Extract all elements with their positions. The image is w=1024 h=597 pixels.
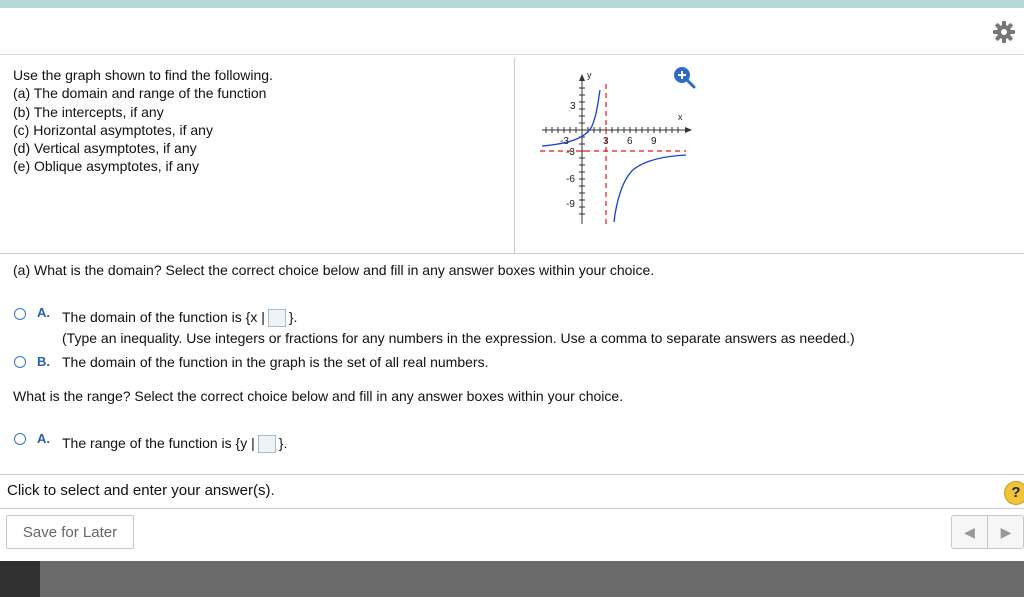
vertical-divider xyxy=(514,58,515,253)
domain-choice-a-radio[interactable] xyxy=(14,308,26,320)
help-button[interactable]: ? xyxy=(1004,481,1024,505)
x-axis-arrow xyxy=(685,127,692,133)
x-tick-label: -3 xyxy=(560,136,569,147)
range-choice-a-radio[interactable] xyxy=(14,433,26,445)
status-text: Click to select and enter your answer(s). xyxy=(7,482,275,499)
previous-question-button[interactable]: ◀ xyxy=(952,516,988,548)
curve-right-branch xyxy=(614,155,686,222)
y-tick-label: 3 xyxy=(570,101,576,112)
range-choice-a-close: }. xyxy=(278,435,288,451)
section-divider xyxy=(0,253,1024,254)
background-dark-tab xyxy=(0,561,40,597)
header-bar xyxy=(0,8,1024,55)
prompt-line: (c) Horizontal asymptotes, if any xyxy=(13,121,213,138)
domain-question: (a) What is the domain? Select the correct choice below and fill in any answer boxes within your choice. xyxy=(13,262,655,278)
curve-left-branch xyxy=(542,90,600,146)
domain-choice-b-text: The domain of the function in the graph is the set of all real numbers. xyxy=(62,354,489,370)
question-nav xyxy=(951,515,1024,549)
status-divider xyxy=(0,474,1024,475)
domain-choice-a-close: }. xyxy=(288,309,298,325)
domain-choice-b-radio[interactable] xyxy=(14,356,26,368)
domain-answer-box[interactable] xyxy=(268,309,286,327)
next-question-button[interactable]: ▶ xyxy=(988,516,1024,548)
x-tick-label: 3 xyxy=(603,136,609,147)
domain-hint: (Type an inequality. Use integers or fractions for any numbers in the expression. Use a comma to separate answers as needed.) xyxy=(62,330,855,346)
x-tick-label: 9 xyxy=(651,136,657,147)
prompt-line: (d) Vertical asymptotes, if any xyxy=(13,140,197,157)
problem-prompt xyxy=(13,66,273,176)
top-accent-bar xyxy=(0,0,1024,8)
x-axis-label: x xyxy=(678,112,683,122)
y-tick-label: -9 xyxy=(566,199,575,210)
y-axis-label: y xyxy=(587,70,592,80)
clipped-content xyxy=(62,455,902,461)
save-for-later-button[interactable]: Save for Later xyxy=(6,515,134,549)
domain-choice-a-letter: A. xyxy=(37,305,50,320)
domain-choice-a-text: The domain of the function is {x | xyxy=(62,309,265,325)
y-tick-label: -3 xyxy=(566,147,575,158)
range-answer-box[interactable] xyxy=(258,435,276,453)
gear-icon[interactable] xyxy=(992,20,1016,44)
range-question: What is the range? Select the correct choice below and fill in any answer boxes within your choice. xyxy=(13,388,624,404)
prompt-line: (b) The intercepts, if any xyxy=(13,103,164,120)
range-choice-a xyxy=(62,435,287,453)
y-axis-arrow xyxy=(579,74,585,81)
prompt-line: Use the graph shown to find the following. xyxy=(13,67,273,83)
footer-divider xyxy=(0,508,1024,509)
zoom-in-icon[interactable] xyxy=(672,65,696,89)
prompt-line: (a) The domain and range of the function xyxy=(13,85,267,102)
domain-choice-b-letter: B. xyxy=(37,354,50,369)
domain-choice-a xyxy=(62,309,297,327)
range-choice-a-letter: A. xyxy=(37,431,50,446)
y-tick-label: -6 xyxy=(566,174,575,185)
background-strip xyxy=(0,561,1024,597)
x-tick-label: 6 xyxy=(627,136,633,147)
prompt-line: (e) Oblique asymptotes, if any xyxy=(13,158,199,175)
range-choice-a-text: The range of the function is {y | xyxy=(62,435,255,451)
